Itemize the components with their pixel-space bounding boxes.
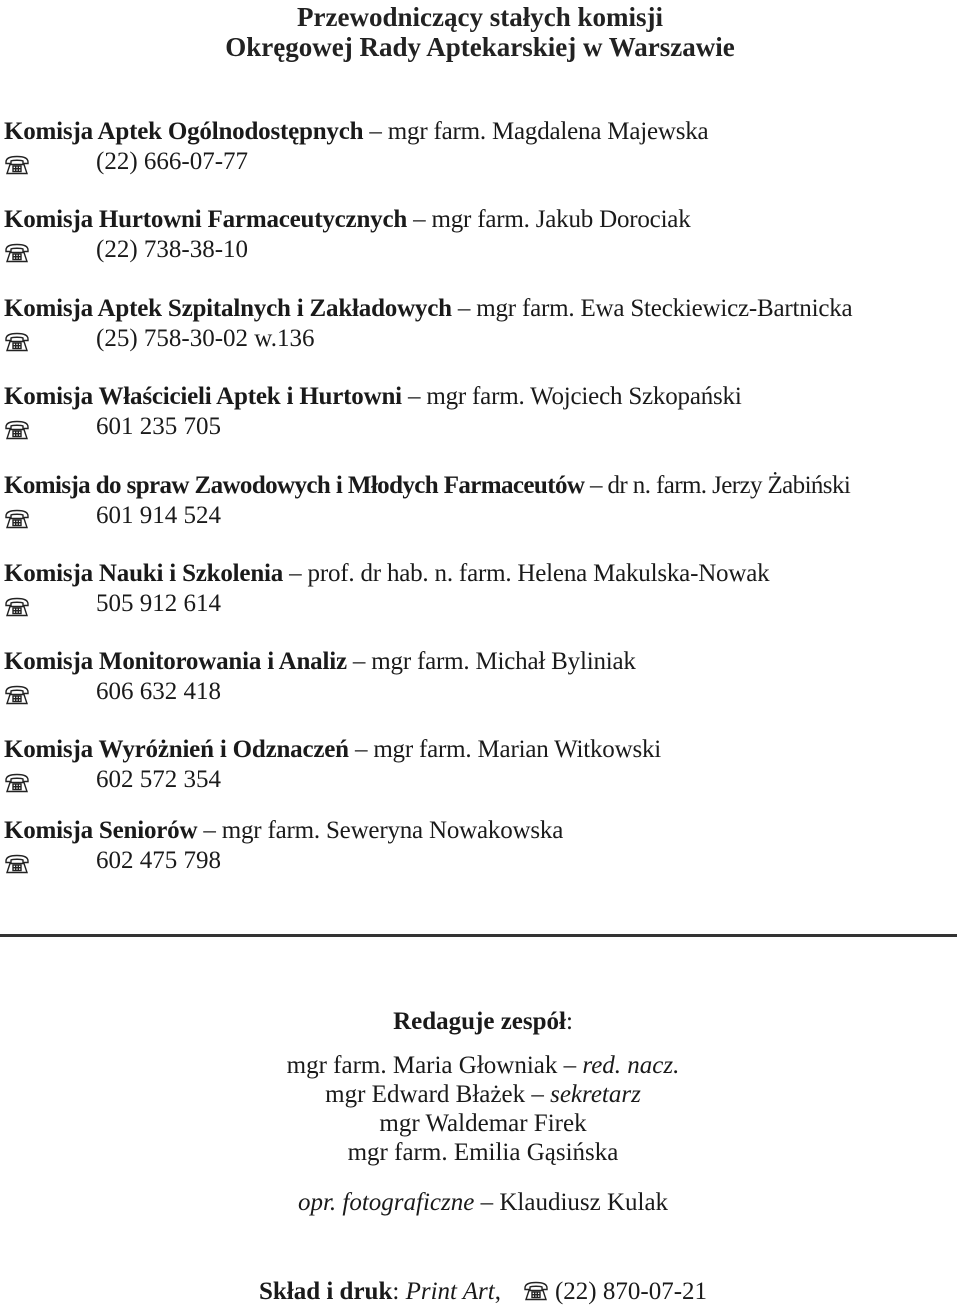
page-title [0, 2, 960, 62]
telephone-icon [4, 241, 30, 261]
photographer-name: Klaudiusz Kulak [499, 1189, 669, 1216]
committee-phone: (22) 738-38-10 [96, 236, 249, 263]
committee-name: Komisja Monitorowania i Analiz [4, 648, 347, 675]
dash: – [203, 817, 216, 844]
committee-chair: dr n. farm. Jerzy Żabiński [607, 472, 851, 499]
photo-credit [0, 1188, 960, 1218]
committee-chair: mgr farm. Michał Byliniak [371, 648, 636, 675]
committee-phone: 602 475 798 [96, 847, 221, 874]
committee-entry [4, 205, 956, 265]
telephone-icon [4, 507, 30, 527]
dash: – [563, 1052, 577, 1079]
dash: – [531, 1081, 544, 1108]
title-line-1: Przewodniczący stałych komisji [297, 2, 663, 32]
telephone-icon [4, 330, 30, 350]
editorial-heading-colon: : [565, 1008, 573, 1035]
committee-name: Komisja Nauki i Szkolenia [4, 560, 284, 587]
dash: – [354, 736, 368, 763]
committee-chair: prof. dr hab. n. farm. Helena Makulska-Nowak [307, 560, 770, 587]
committee-name: Komisja Właścicieli Aptek i Hurtowni [4, 383, 402, 410]
editorial-member [0, 1051, 960, 1080]
telephone-icon [4, 852, 30, 872]
member-name: mgr farm. Emilia Gąsińska [347, 1139, 619, 1166]
print-company: Print Art [405, 1278, 495, 1305]
telephone-icon [4, 418, 30, 438]
telephone-icon [523, 1279, 549, 1299]
committee-name: Komisja Wyróżnień i Odznaczeń [4, 736, 349, 763]
committee-entry [4, 294, 956, 354]
editorial-member [0, 1138, 960, 1167]
dash: – [352, 648, 366, 675]
committee-chair: mgr farm. Magdalena Majewska [387, 118, 709, 145]
editorial-team [0, 1007, 960, 1218]
committee-chair: mgr farm. Marian Witkowski [373, 736, 662, 763]
committee-phone: (22) 666-07-77 [96, 148, 249, 175]
print-colon: : [392, 1278, 400, 1305]
dash: – [589, 472, 602, 499]
print-label: Skład i druk [258, 1278, 393, 1305]
member-name: mgr Waldemar Firek [379, 1110, 587, 1137]
member-name: mgr farm. Maria Głowniak [286, 1052, 558, 1079]
committee-entry [4, 382, 956, 442]
telephone-icon [4, 595, 30, 615]
section-divider [0, 934, 957, 937]
dash: – [407, 383, 421, 410]
committee-name: Komisja Aptek Ogólnodostępnych [4, 118, 364, 145]
committee-phone: 606 632 418 [96, 678, 221, 705]
dash: – [413, 206, 426, 233]
committee-entry [4, 647, 956, 707]
print-phone: (22) 870-07-21 [554, 1278, 708, 1305]
print-comma: , [494, 1278, 501, 1305]
committee-entry [4, 471, 956, 531]
member-role: red. nacz. [582, 1052, 680, 1079]
telephone-icon [4, 153, 30, 173]
dash: – [289, 560, 302, 587]
title-line-2: Okręgowej Rady Aptekarskiej w Warszawie [225, 32, 735, 62]
committee-chair: mgr farm. Wojciech Szkopański [426, 383, 742, 410]
committee-name: Komisja do spraw Zawodowych i Młodych Farmaceutów [4, 472, 585, 499]
committee-chair: mgr farm. Seweryna Nowakowska [221, 817, 564, 844]
dash: – [457, 295, 471, 322]
editorial-heading [0, 1007, 960, 1037]
photo-label: opr. fotograficzne [297, 1189, 475, 1216]
committee-phone: 601 235 705 [96, 413, 221, 440]
editorial-member [0, 1080, 960, 1109]
telephone-icon [4, 771, 30, 791]
committee-entry [4, 735, 956, 795]
editorial-heading-text: Redaguje zespół [393, 1008, 566, 1035]
dash: – [480, 1189, 494, 1216]
committee-chair: mgr farm. Jakub Dorociak [431, 206, 691, 233]
committee-name: Komisja Hurtowni Farmaceutycznych [4, 206, 408, 233]
member-role: sekretarz [550, 1081, 641, 1108]
committee-entry [4, 559, 956, 619]
committee-phone: 601 914 524 [96, 502, 221, 529]
committee-phone: 505 912 614 [96, 590, 221, 617]
committee-phone: (25) 758-30-02 w.136 [96, 325, 315, 352]
committee-entry [4, 117, 956, 177]
committee-chair: mgr farm. Ewa Steckiewicz-Bartnicka [476, 295, 853, 322]
dash: – [369, 118, 382, 145]
committee-phone: 602 572 354 [96, 766, 221, 793]
committee-name: Komisja Seniorów [4, 817, 198, 844]
committee-entry [4, 816, 956, 876]
committee-name: Komisja Aptek Szpitalnych i Zakładowych [4, 295, 452, 322]
editorial-member [0, 1109, 960, 1138]
telephone-icon [4, 683, 30, 703]
print-credit [0, 1277, 960, 1307]
member-name: mgr Edward Błażek [325, 1081, 526, 1108]
